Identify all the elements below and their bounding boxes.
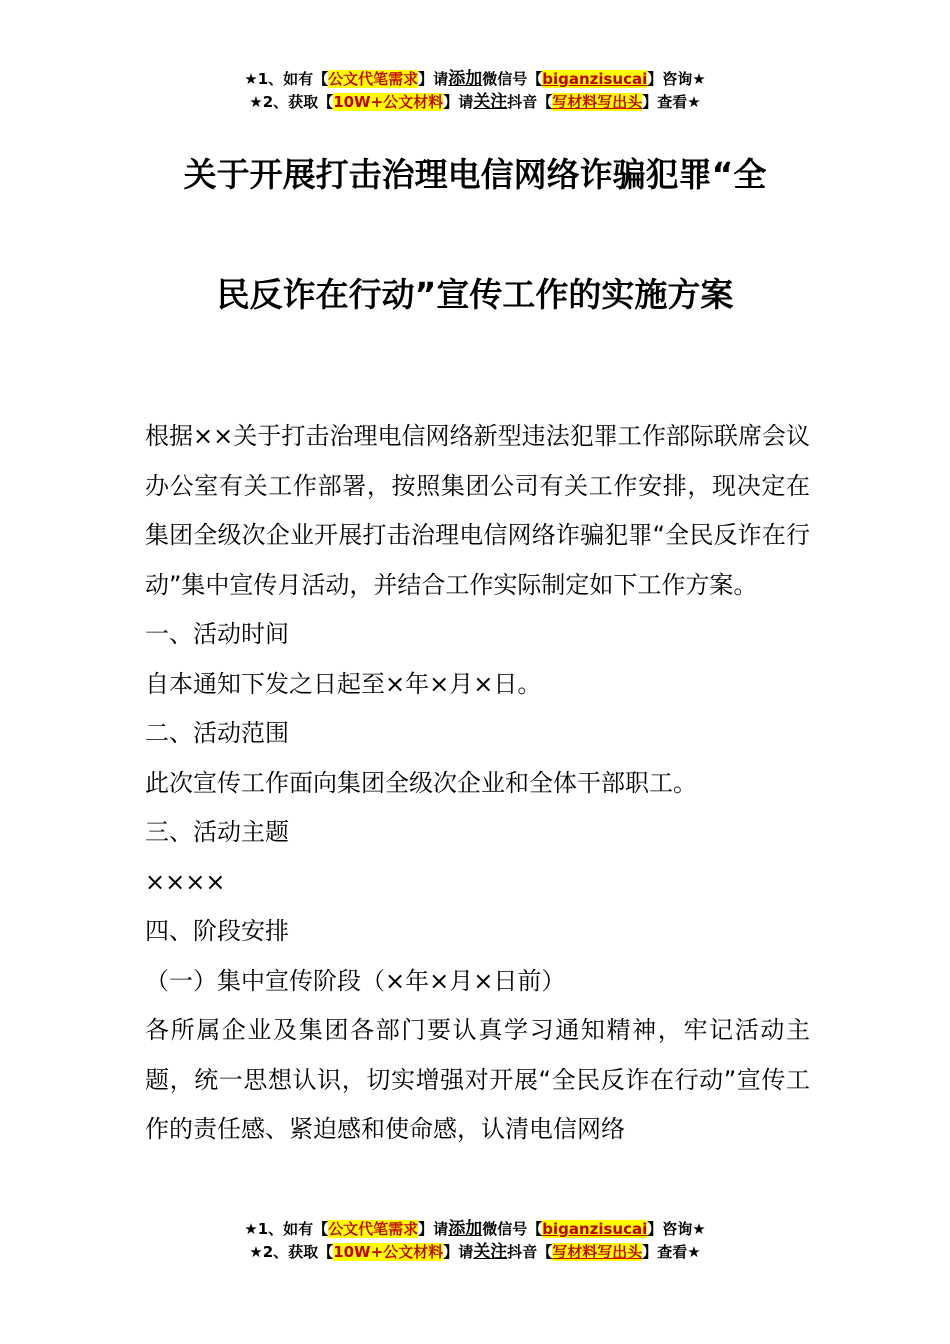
document-title-line-1: 关于开展打击治理电信网络诈骗犯罪“全 [183,155,767,194]
douyin-account-link[interactable]: 写材料写出头 [552,93,643,111]
footer-line2-mid1: 】请 [443,1243,474,1261]
footer-wechat-id-link[interactable]: biganzisucai [542,1220,648,1238]
section-3-heading: 三、活动主题 [145,818,289,846]
footer-line2-suffix: 】查看★ [642,1243,701,1261]
footer-line2-prefix: ★2、获取【 [249,1243,334,1261]
footer-line1-suffix: 】咨询★ [647,1220,706,1238]
section-4-heading: 四、阶段安排 [145,917,289,945]
footer-line1-mid2: 微信号【 [482,1220,543,1238]
footer-banner-line-1 [0,1218,950,1241]
footer-line2-highlight: 10W+公文材料 [333,1243,444,1261]
section-1-text: 自本通知下发之日起至×年×月×日。 [145,669,542,698]
section-4-sub-1-text: 各所属企业及集团各部门要认真学习通知精神，牢记活动主题，统一思想认识，切实增强对开展“全民反诈在行动”宣传工作的责任感、紧迫感和使命感，认清电信网络 [145,1016,810,1143]
banner-line1-emph: 添加 [448,69,483,89]
footer-line2-emph: 关注 [473,1242,508,1262]
banner-line2-mid2: 抖音【 [507,93,553,111]
wechat-id-link[interactable]: biganzisucai [542,70,648,88]
banner-line-1 [0,68,950,91]
footer-banner [0,1218,950,1264]
banner-line1-mid2: 微信号【 [482,70,543,88]
footer-line1-emph: 添加 [448,1219,483,1239]
banner-line2-highlight: 10W+公文材料 [333,93,444,111]
footer-line1-prefix: ★1、如有【 [244,1220,329,1238]
banner-line2-suffix: 】查看★ [642,93,701,111]
banner-line2-prefix: ★2、获取【 [249,93,334,111]
section-4-subheading-1: （一）集中宣传阶段（×年×月×日前） [145,966,566,995]
section-3-text: ×××× [145,867,226,896]
banner-line2-emph: 关注 [473,92,508,112]
banner-line1-mid1: 】请 [418,70,449,88]
intro-paragraph: 根据××关于打击治理电信网络新型违法犯罪工作部际联席会议办公室有关工作部署，按照集团公司有关工作安排，现决定在集团全级次企业开展打击治理电信网络诈骗犯罪“全民反诈在行动”集中宣传月活动，并结合工作实际制定如下工作方案。 [145,422,810,599]
header-banner [0,68,950,114]
section-1-heading: 一、活动时间 [145,620,289,648]
banner-line1-suffix: 】咨询★ [647,70,706,88]
footer-line1-highlight: 公文代笔需求 [328,1220,419,1238]
document-title-line-2: 民反诈在行动”宣传工作的实施方案 [216,275,734,314]
footer-banner-line-2 [0,1241,950,1264]
footer-line1-mid1: 】请 [418,1220,449,1238]
section-2-heading: 二、活动范围 [145,719,289,747]
banner-line2-mid1: 】请 [443,93,474,111]
banner-line1-prefix: ★1、如有【 [244,70,329,88]
banner-line-2 [0,91,950,114]
section-2-text: 此次宣传工作面向集团全级次企业和全体干部职工。 [145,768,697,797]
banner-line1-highlight: 公文代笔需求 [328,70,419,88]
document-body [145,412,810,1155]
footer-line2-mid2: 抖音【 [507,1243,553,1261]
footer-douyin-account-link[interactable]: 写材料写出头 [552,1243,643,1261]
